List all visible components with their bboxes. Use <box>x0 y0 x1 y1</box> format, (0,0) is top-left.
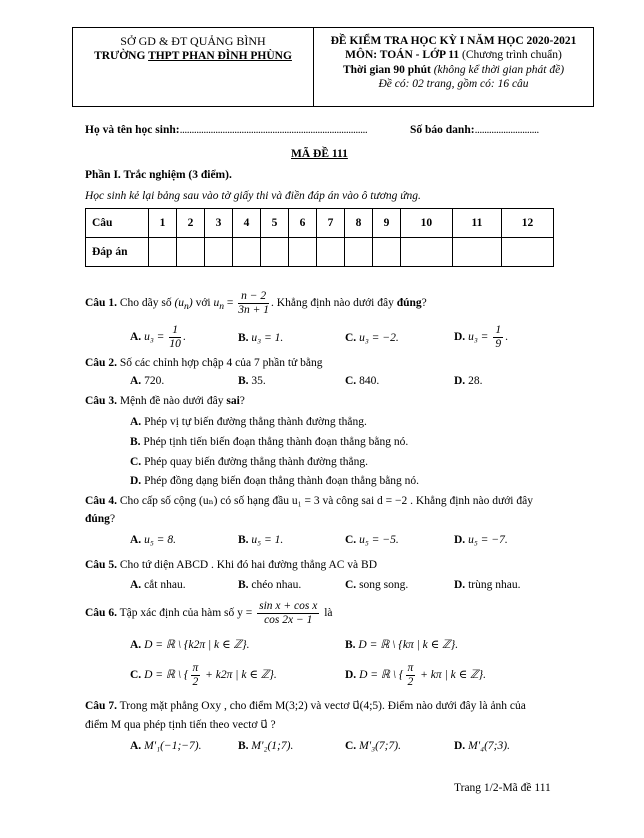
q6-den: cos 2x − 1 <box>264 613 313 626</box>
q3-label: Câu 3. <box>85 395 117 407</box>
exam-code: MÃ ĐỀ 111 <box>291 148 348 160</box>
option-text: u₃ = −2. <box>359 332 399 344</box>
option-letter: C. <box>130 668 142 681</box>
table-row <box>86 209 554 238</box>
header-exam <box>314 28 593 106</box>
student-name-line <box>85 123 367 137</box>
option-letter: C. <box>345 375 357 387</box>
q1-option-b <box>238 331 283 345</box>
q1-un-sub: n <box>219 301 225 313</box>
option-text: u₅ = −5. <box>359 534 399 546</box>
student-name-dots: ............................................................................... <box>179 124 368 136</box>
q5-option-c <box>345 578 408 592</box>
q4-text: Cho cấp số cộng (uₙ) có số hạng đầu u₁ = 3 và công sai d = −2 . Khẳng định nào dưới đây <box>116 495 533 507</box>
option-text: M'₂(1;7). <box>251 740 294 752</box>
option-letter: A. <box>130 330 142 343</box>
header-box <box>72 27 594 107</box>
option-fraction <box>493 324 503 350</box>
option-letter: D. <box>454 740 466 752</box>
option-text: D = ℝ \ {kπ | k ∈ ℤ}. <box>358 639 459 651</box>
school-line <box>73 49 313 63</box>
q1-num: n − 2 <box>238 290 269 304</box>
q2-option-d <box>454 374 482 388</box>
school-name: THPT PHAN ĐÌNH PHÙNG <box>148 50 292 62</box>
q1-strong: đúng <box>396 296 422 309</box>
q6-num: sin x + cos x <box>259 600 318 612</box>
option-letter: C. <box>345 740 357 752</box>
option-text: song song. <box>356 579 409 591</box>
option-letter: A. <box>130 534 142 546</box>
q6-fraction <box>257 600 319 626</box>
subject: MÔN: TOÁN - LỚP 11 <box>345 49 460 62</box>
q1-seq: (u <box>174 296 185 309</box>
option-text: D = ℝ \ {k2π | k ∈ ℤ}. <box>144 639 250 651</box>
option-text: u₃ = 1. <box>251 332 284 344</box>
table-cell: 10 <box>401 209 453 238</box>
q7-continuation: điểm M qua phép tịnh tiến theo vectơ u⃗ ? <box>85 719 276 731</box>
q7-option-a <box>130 739 201 753</box>
q4-option-b <box>238 533 283 547</box>
q6-label: Câu 6. <box>85 606 117 619</box>
question-5 <box>85 558 377 572</box>
question-6 <box>85 600 333 626</box>
answer-cell <box>373 238 401 267</box>
option-text: Phép quay biến đường thẳng thành đường thẳng. <box>141 456 368 468</box>
table-cell: 1 <box>149 209 177 238</box>
table-row <box>86 238 554 267</box>
q6-option-a <box>130 638 249 652</box>
fraction-num: 1 <box>169 324 181 338</box>
student-id-label: Số báo danh: <box>410 124 475 136</box>
option-letter: B. <box>345 639 356 651</box>
option-letter: D. <box>130 475 142 487</box>
q3-strong: sai <box>226 395 240 407</box>
q1-den: 3n + 1 <box>238 303 270 316</box>
q3-option-d <box>130 474 419 488</box>
option-end: . <box>182 330 186 343</box>
answer-cell <box>317 238 345 267</box>
dept-name: SỞ GD & ĐT QUẢNG BÌNH <box>120 34 266 48</box>
table-header-cell: Đáp án <box>86 238 149 267</box>
table-cell: 11 <box>452 209 501 238</box>
question-1 <box>85 290 427 316</box>
q7-label: Câu 7. <box>85 700 117 712</box>
part1-title: Phần I. Trắc nghiệm (3 điểm). <box>85 169 232 181</box>
question-4 <box>85 494 533 508</box>
q1-seq-sub: n <box>184 301 189 313</box>
question-7 <box>85 699 526 713</box>
option-letter: C. <box>345 579 357 591</box>
option-letter: D. <box>454 375 466 387</box>
q3-option-c <box>130 455 368 469</box>
answer-cell <box>502 238 554 267</box>
exam-info: Đề có: 02 trang, gồm có: 16 câu <box>378 78 529 91</box>
option-letter: C. <box>345 332 357 344</box>
answer-cell <box>177 238 205 267</box>
subject-line <box>314 48 593 62</box>
option-text: u₅ = −7. <box>468 534 508 546</box>
option-text: D = ℝ \ { <box>359 668 404 681</box>
fraction-den: 9 <box>495 337 502 350</box>
option-text-end: + k2π | k ∈ ℤ}. <box>202 668 277 681</box>
q7-text: Trong mặt phẳng Oxy , cho điểm M(3;2) và vectơ u⃗(4;5). Điểm nào dưới đây là ảnh của <box>116 700 526 712</box>
table-cell: 6 <box>289 209 317 238</box>
q4-end: ? <box>109 513 116 525</box>
table-cell: 9 <box>373 209 401 238</box>
option-end: . <box>505 330 508 343</box>
page-footer: Trang 1/2-Mã đề 111 <box>454 782 551 794</box>
option-text: cắt nhau. <box>141 579 186 591</box>
option-letter: B. <box>238 375 249 387</box>
answer-cell <box>401 238 453 267</box>
answer-table <box>85 208 554 267</box>
q3-end: ? <box>239 395 245 407</box>
answer-cell <box>289 238 317 267</box>
q5-option-b <box>238 578 301 592</box>
fraction-den: 10 <box>169 337 181 350</box>
option-fraction <box>406 662 416 688</box>
time-line <box>314 63 593 77</box>
option-text: M'₃(7;7). <box>359 740 401 752</box>
q1-text: Cho dãy số <box>116 296 175 309</box>
part1-instruction: Học sinh kẻ lại bảng sau vào tờ giấy thi và điền đáp án vào ô tương ứng. <box>85 190 421 202</box>
question-3 <box>85 394 245 408</box>
q1-seq-end: ) <box>188 296 193 309</box>
q7-option-b <box>238 739 293 753</box>
q1-option-d <box>454 324 508 350</box>
option-text: M'₁(−1;−7). <box>144 740 202 752</box>
q2-label: Câu 2. <box>85 357 117 369</box>
table-header-cell: Câu <box>86 209 149 238</box>
student-id-dots: ........................... <box>474 124 539 136</box>
q6-option-d <box>345 662 486 688</box>
answer-cell <box>261 238 289 267</box>
q7-option-c <box>345 739 401 753</box>
q5-option-d <box>454 578 520 592</box>
fraction-num: π <box>407 662 414 674</box>
subject-note: (Chương trình chuẩn) <box>459 49 562 62</box>
option-letter: D. <box>345 668 357 681</box>
option-text: trùng nhau. <box>465 579 521 591</box>
q3-option-a <box>130 415 367 429</box>
option-letter: A. <box>130 375 142 387</box>
answer-cell <box>233 238 261 267</box>
answer-cell <box>345 238 373 267</box>
q2-option-b <box>238 374 266 388</box>
table-cell: 5 <box>261 209 289 238</box>
option-text: 720. <box>144 375 165 387</box>
q6-option-c <box>130 662 277 688</box>
table-cell: 3 <box>205 209 233 238</box>
table-cell: 12 <box>502 209 554 238</box>
option-text: Phép vị tự biến đường thẳng thành đường thẳng. <box>141 416 367 428</box>
fraction-num: π <box>192 662 199 674</box>
q6-option-b <box>345 638 458 652</box>
option-text: D = ℝ \ { <box>144 668 189 681</box>
option-text: chéo nhau. <box>248 579 302 591</box>
q4-option-d <box>454 533 508 547</box>
time-note: (không kể thời gian phát đề) <box>430 63 565 76</box>
q1-text-b: với <box>192 296 214 309</box>
q4-label: Câu 4. <box>85 495 117 507</box>
q5-label: Câu 5. <box>85 559 117 571</box>
option-letter: A. <box>130 639 142 651</box>
q2-text: Số các chỉnh hợp chập 4 của 7 phần tử bằng <box>116 357 323 369</box>
q6-text: Tập xác định của hàm số y = <box>116 606 256 619</box>
q1-label: Câu 1. <box>85 296 117 309</box>
q1-fraction <box>238 290 269 316</box>
school-prefix: TRƯỜNG <box>94 50 149 62</box>
answer-cell <box>205 238 233 267</box>
option-letter: B. <box>130 436 141 448</box>
q6-end: là <box>321 606 333 619</box>
option-letter: C. <box>130 456 142 468</box>
table-cell: 4 <box>233 209 261 238</box>
option-letter: B. <box>238 740 249 752</box>
question-2 <box>85 356 322 370</box>
option-letter: C. <box>345 534 357 546</box>
option-letter: D. <box>454 330 466 343</box>
option-text: 35. <box>251 375 266 387</box>
q7-option-d <box>454 739 510 753</box>
student-id-line <box>410 123 539 137</box>
option-letter: A. <box>130 740 142 752</box>
table-cell: 8 <box>345 209 373 238</box>
option-text-end: + kπ | k ∈ ℤ}. <box>417 668 486 681</box>
q5-text: Cho tứ diện ABCD . Khi đó hai đường thẳng AC và BD <box>116 559 378 571</box>
option-text: u₅ = 8. <box>144 534 176 546</box>
option-text: u₃ = <box>468 330 492 343</box>
option-fraction <box>191 662 201 688</box>
option-letter: D. <box>454 579 466 591</box>
header-school <box>73 28 314 106</box>
answer-cell <box>452 238 501 267</box>
time: Thời gian 90 phút <box>342 63 431 76</box>
student-name-label: Họ và tên học sinh: <box>85 124 180 136</box>
table-cell: 7 <box>317 209 345 238</box>
answer-cell <box>149 238 177 267</box>
q4-strong: đúng <box>85 513 110 525</box>
q1-un: u <box>213 296 220 309</box>
option-letter: D. <box>454 534 466 546</box>
table-cell: 2 <box>177 209 205 238</box>
option-text: u₅ = 1. <box>251 534 284 546</box>
fraction-den: 2 <box>407 675 414 688</box>
option-text: 28. <box>468 375 483 387</box>
exam-title: ĐỀ KIỂM TRA HỌC KỲ I NĂM HỌC 2020-2021 <box>330 35 577 47</box>
q4-continuation <box>85 512 115 526</box>
q1-option-a <box>130 324 186 350</box>
option-letter: B. <box>238 534 249 546</box>
q5-option-a <box>130 578 186 592</box>
option-letter: A. <box>130 416 142 428</box>
q1-eq: = <box>224 296 237 309</box>
option-text: 840. <box>359 375 380 387</box>
option-letter: B. <box>238 579 249 591</box>
fraction-den: 2 <box>192 675 199 688</box>
q4-option-c <box>345 533 399 547</box>
q3-option-b <box>130 435 408 449</box>
q1-text-c: . Khẳng định nào dưới đây <box>271 296 397 309</box>
option-letter: B. <box>238 332 249 344</box>
option-text: M'₄(7;3). <box>468 740 510 752</box>
q1-text-d: ? <box>421 296 427 309</box>
q3-text: Mệnh đề nào dưới đây <box>116 395 227 407</box>
q4-option-a <box>130 533 176 547</box>
option-text: Phép đồng dạng biến đoạn thẳng thành đoạn thẳng bằng nó. <box>141 475 420 487</box>
fraction-num: 1 <box>495 324 502 336</box>
q1-option-c <box>345 331 399 345</box>
q2-option-a <box>130 374 164 388</box>
q2-option-c <box>345 374 379 388</box>
option-text: u₃ = <box>144 330 168 343</box>
option-letter: A. <box>130 579 142 591</box>
option-text: Phép tịnh tiến biến đoạn thẳng thành đoạn thẳng bằng nó. <box>140 436 409 448</box>
option-fraction <box>169 324 181 350</box>
